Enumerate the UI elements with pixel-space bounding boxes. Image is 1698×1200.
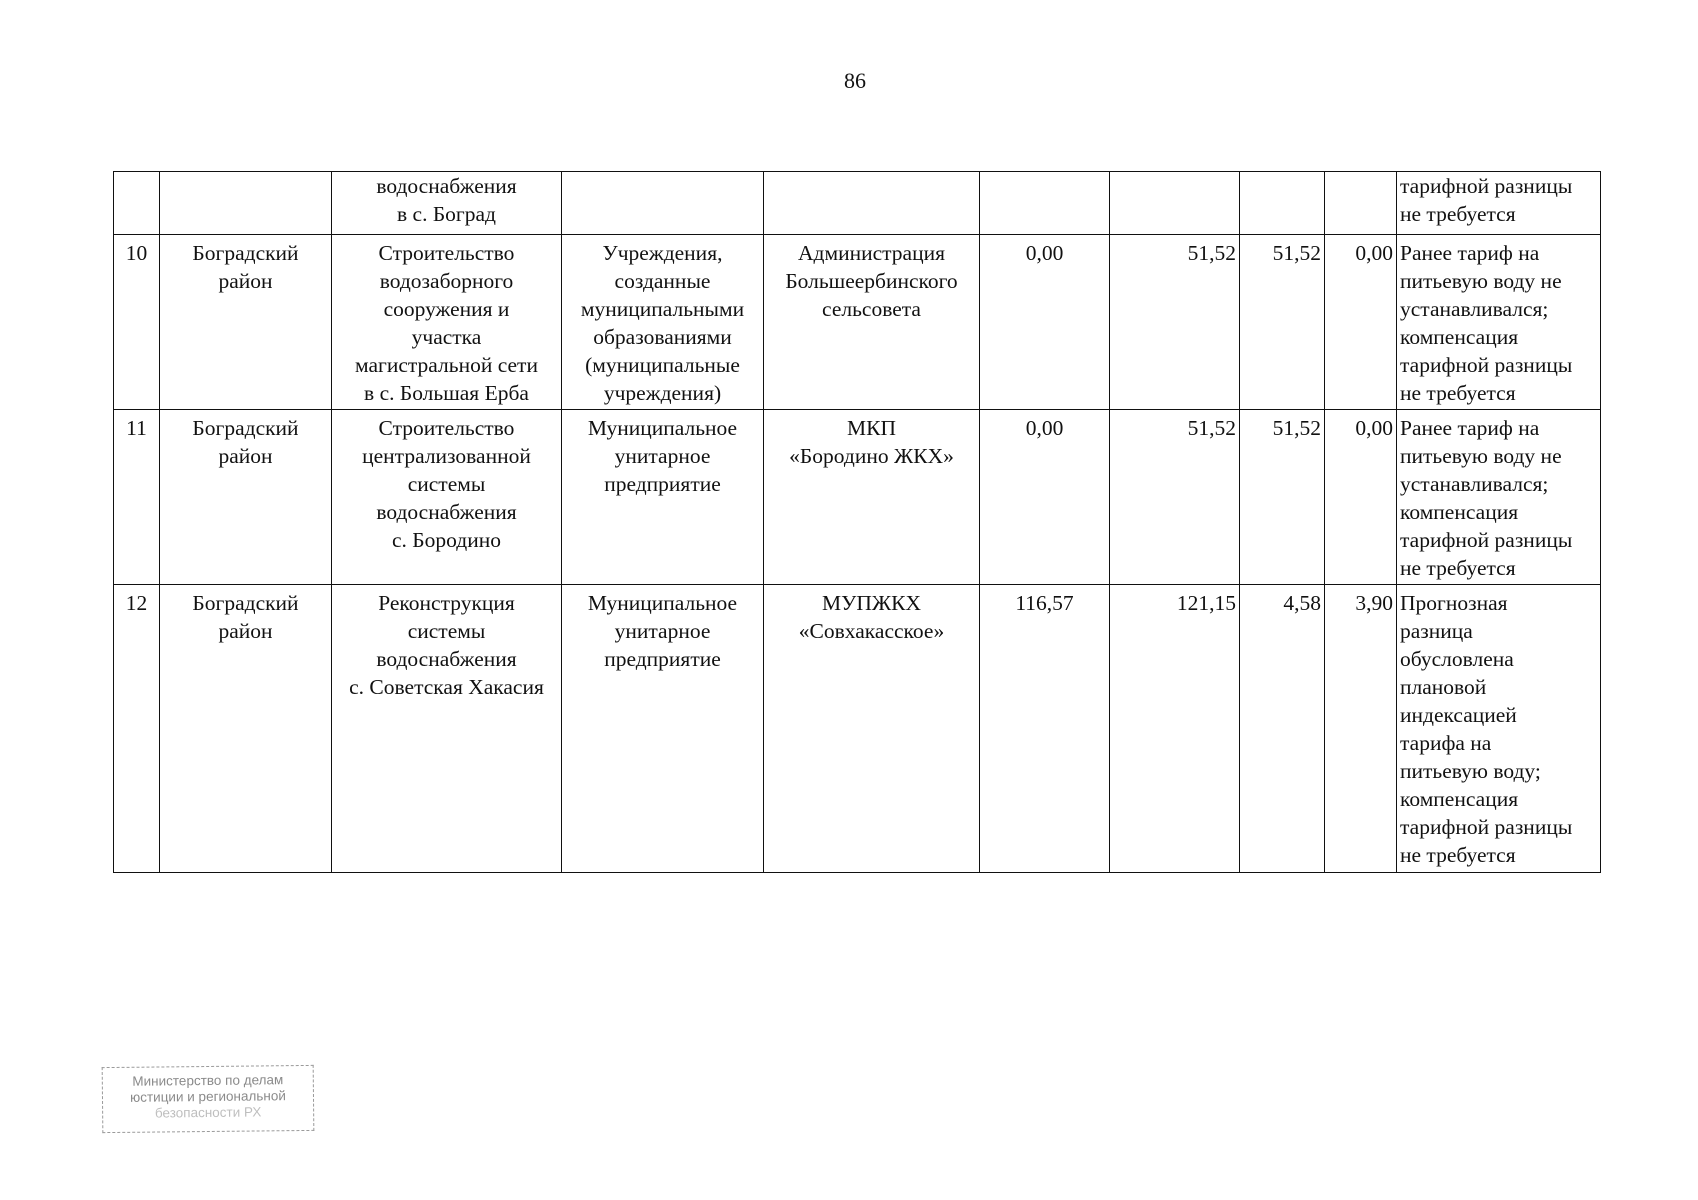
row-number-cell bbox=[114, 172, 160, 235]
row-number-cell: 10 bbox=[114, 235, 160, 410]
project-cell: Строительство централизованной системы водоснабжения с. Бородино bbox=[332, 410, 562, 585]
row-number-cell: 11 bbox=[114, 410, 160, 585]
project-cell: водоснабжения в с. Боград bbox=[332, 172, 562, 235]
value-4-cell: 0,00 bbox=[1325, 235, 1397, 410]
table-row bbox=[114, 235, 1601, 410]
stamp-line-2: юстиции и региональной bbox=[129, 1088, 286, 1105]
value-4-cell: 0,00 bbox=[1325, 410, 1397, 585]
table-row bbox=[114, 172, 1601, 235]
value-4-cell bbox=[1325, 172, 1397, 235]
value-1-cell: 0,00 bbox=[980, 410, 1110, 585]
note-cell: Ранее тариф на питьевую воду не устанавливался; компенсация тарифной разницы не требуется bbox=[1397, 235, 1601, 410]
category-cell: Муниципальное унитарное предприятие bbox=[562, 585, 764, 873]
project-cell: Строительство водозаборного сооружения и участка магистральной сети в с. Большая Ерба bbox=[332, 235, 562, 410]
value-1-cell: 116,57 bbox=[980, 585, 1110, 873]
table-row bbox=[114, 585, 1601, 873]
row-number-cell: 12 bbox=[114, 585, 160, 873]
category-cell: Муниципальное унитарное предприятие bbox=[562, 410, 764, 585]
note-cell: тарифной разницы не требуется bbox=[1397, 172, 1601, 235]
value-3-cell bbox=[1240, 172, 1325, 235]
district-cell: Боградский район bbox=[160, 235, 332, 410]
project-cell: Реконструкция системы водоснабжения с. Советская Хакасия bbox=[332, 585, 562, 873]
district-cell bbox=[160, 172, 332, 235]
registration-stamp bbox=[102, 1065, 315, 1133]
note-cell: Прогнозная разница обусловлена плановой индексацией тарифа на питьевую воду; компенсация тарифной разницы не требуется bbox=[1397, 585, 1601, 873]
district-cell: Боградский район bbox=[160, 410, 332, 585]
value-2-cell: 51,52 bbox=[1110, 235, 1240, 410]
stamp-line-1: Министерство по делам bbox=[132, 1072, 284, 1089]
organization-cell: Администрация Большеербинского сельсовета bbox=[764, 235, 980, 410]
value-2-cell bbox=[1110, 172, 1240, 235]
stamp-line-3: безопасности РХ bbox=[154, 1104, 262, 1121]
table-row bbox=[114, 410, 1601, 585]
value-2-cell: 121,15 bbox=[1110, 585, 1240, 873]
value-3-cell: 51,52 bbox=[1240, 235, 1325, 410]
note-cell: Ранее тариф на питьевую воду не устанавливался; компенсация тарифной разницы не требуется bbox=[1397, 410, 1601, 585]
page-number: 86 bbox=[844, 68, 866, 93]
value-1-cell bbox=[980, 172, 1110, 235]
value-3-cell: 51,52 bbox=[1240, 410, 1325, 585]
value-1-cell: 0,00 bbox=[980, 235, 1110, 410]
value-2-cell: 51,52 bbox=[1110, 410, 1240, 585]
organization-cell: МКП «Бородино ЖКХ» bbox=[764, 410, 980, 585]
tariff-table bbox=[113, 171, 1601, 873]
district-cell: Боградский район bbox=[160, 585, 332, 873]
organization-cell bbox=[764, 172, 980, 235]
category-cell bbox=[562, 172, 764, 235]
value-3-cell: 4,58 bbox=[1240, 585, 1325, 873]
organization-cell: МУПЖКХ «Совхакасское» bbox=[764, 585, 980, 873]
category-cell: Учреждения, созданные муниципальными образованиями (муниципальные учреждения) bbox=[562, 235, 764, 410]
value-4-cell: 3,90 bbox=[1325, 585, 1397, 873]
